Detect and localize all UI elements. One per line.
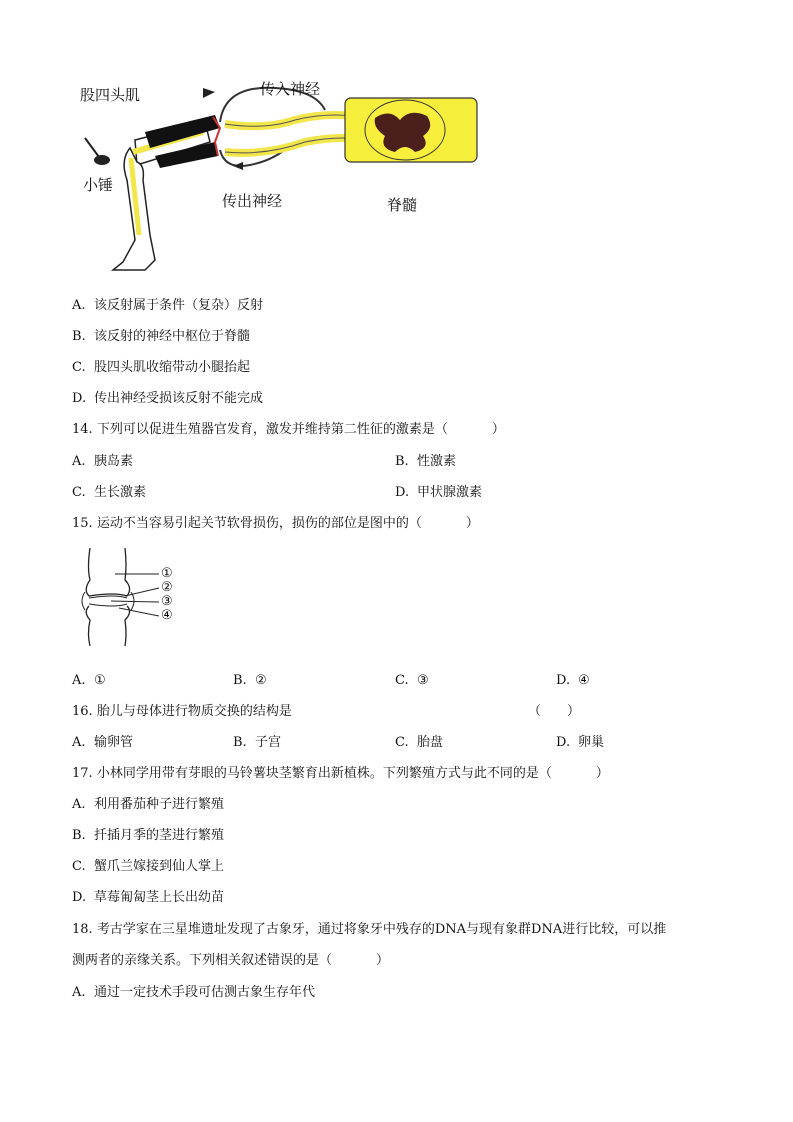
q15-option-d: D. ④ xyxy=(556,673,590,688)
label-efferent-nerve: 传出神经 xyxy=(222,192,283,210)
q17-option-c: C. 蟹爪兰嫁接到仙人掌上 xyxy=(72,859,225,874)
q17-option-b: B. 扦插月季的茎进行繁殖 xyxy=(72,828,225,843)
label-quadriceps: 股四头肌 xyxy=(80,86,141,104)
label-hammer: 小锤 xyxy=(83,176,114,194)
q18-stem-line1: 18. 考古学家在三星堆遗址发现了古象牙，通过将象牙中残存的DNA与现有象群DNA进行比较，可以推 xyxy=(72,922,667,937)
q16-stem: 16. 胎儿与母体进行物质交换的结构是 xyxy=(72,704,292,719)
label-afferent-nerve: 传入神经 xyxy=(260,80,321,98)
joint-label-2: ② xyxy=(161,580,173,595)
q18-option-a: A. 通过一定技术手段可估测古象生存年代 xyxy=(72,985,316,1000)
q16-option-b: B. 子宫 xyxy=(233,735,282,750)
q17-option-a: A. 利用番茄种子进行繁殖 xyxy=(72,797,225,812)
joint-figure xyxy=(75,548,185,648)
reflex-figure xyxy=(75,70,485,280)
q15-option-c: C. ③ xyxy=(395,673,429,688)
q15-option-a: A. ① xyxy=(72,673,106,688)
joint-label-1: ① xyxy=(161,566,173,581)
q16-option-d: D. 卵巢 xyxy=(556,735,605,750)
joint-label-4: ④ xyxy=(161,608,173,623)
q16-paren: （ ） xyxy=(528,704,581,719)
q14-option-c: C. 生长激素 xyxy=(72,485,147,500)
q15-stem: 15. 运动不当容易引起关节软骨损伤，损伤的部位是图中的（ ） xyxy=(72,516,479,531)
q18-stem-line2: 测两者的亲缘关系。下列相关叙述错误的是（ ） xyxy=(72,953,390,968)
q17-stem: 17. 小林同学用带有芽眼的马铃薯块茎繁育出新植株。下列繁殖方式与此不同的是（ ） xyxy=(72,766,609,781)
q15-option-b: B. ② xyxy=(233,673,267,688)
q13-option-c: C. 股四头肌收缩带动小腿抬起 xyxy=(72,360,251,375)
q13-option-a: A. 该反射属于条件（复杂）反射 xyxy=(72,298,264,313)
q16-option-a: A. 输卵管 xyxy=(72,735,134,750)
q17-option-d: D. 草莓匍匐茎上长出幼苗 xyxy=(72,890,225,905)
joint-label-3: ③ xyxy=(161,594,173,609)
q14-option-a: A. 胰岛素 xyxy=(72,454,134,469)
q16-option-c: C. 胎盘 xyxy=(395,735,444,750)
q14-stem: 14. 下列可以促进生殖器官发育，激发并维持第二性征的激素是（ ） xyxy=(72,422,505,437)
q14-option-d: D. 甲状腺激素 xyxy=(395,485,483,500)
label-spinal-cord: 脊髓 xyxy=(387,196,418,214)
q13-option-b: B. 该反射的神经中枢位于脊髓 xyxy=(72,329,251,344)
q14-option-b: B. 性激素 xyxy=(395,454,457,469)
q13-option-d: D. 传出神经受损该反射不能完成 xyxy=(72,391,264,406)
